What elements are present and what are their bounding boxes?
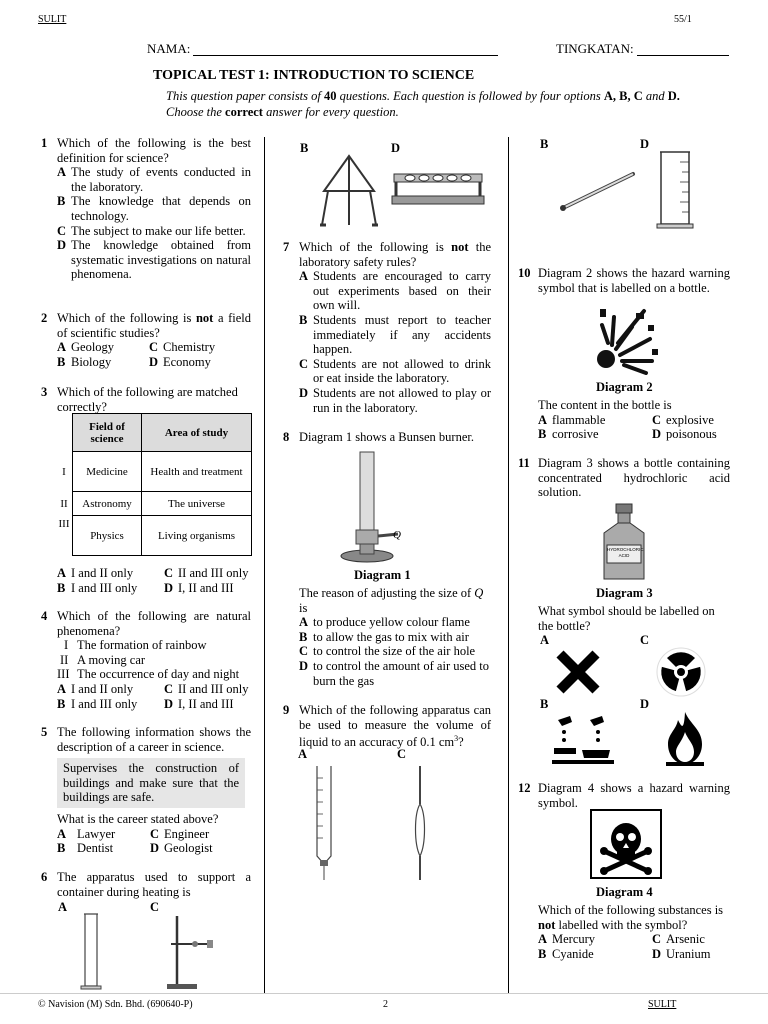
footer-divider bbox=[0, 993, 768, 994]
question-10: 10 Diagram 2 shows the hazard warning symbol that is labelled on a bottle. bbox=[518, 266, 730, 295]
footer-sulit: SULIT bbox=[648, 999, 677, 1010]
question-12: 12 Diagram 4 shows a hazard warning symbol. bbox=[518, 781, 730, 810]
question-2: 2 Which of the following is not a field of scientific studies? A Geology C Chemistry B Biology D Economy bbox=[41, 311, 252, 369]
question-1: 1 Which of the following is the best definition for science? A The study of events conducted in the laboratory. B The knowledge that depends on technology. C The subject to make our life better. D The knowledge obtained from systematic investigations on natural phenomena. bbox=[41, 136, 251, 282]
page-title: TOPICAL TEST 1: INTRODUCTION TO SCIENCE bbox=[153, 68, 475, 83]
q7-option-a[interactable]: A Students are encouraged to carry out experiments based on their own will. bbox=[299, 269, 491, 313]
q12-option-b[interactable]: B Cyanide bbox=[538, 946, 594, 961]
retort-stand-icon bbox=[165, 914, 225, 990]
q8-option-d[interactable]: D to control the amount of air used to burn the gas bbox=[299, 658, 490, 688]
question-9: 9 Which of the following apparatus can be used to measure the volume of liquid to an accuracy of 0.1 $cm^3$? bbox=[283, 703, 491, 750]
q2-option-a[interactable]: A Geology bbox=[57, 340, 115, 355]
q1-option-d[interactable]: D The knowledge obtained from systematic investigations on natural phenomena. bbox=[57, 238, 251, 282]
q4-option-c[interactable]: C II and III only bbox=[164, 681, 249, 696]
q2-option-c[interactable]: C Chemistry bbox=[149, 340, 216, 355]
page-number: 2 bbox=[383, 999, 388, 1010]
diagram-4-caption: Diagram 4 bbox=[596, 885, 653, 899]
q1-option-c[interactable]: C The subject to make our life better. bbox=[57, 223, 246, 238]
question-11: 11 Diagram 3 shows a bottle containing concentrated hydrochloric acid solution. bbox=[518, 456, 730, 500]
q11-question: What symbol should be labelled on the bottle? bbox=[538, 604, 715, 633]
q9-label-d[interactable]: D bbox=[640, 137, 650, 151]
q5-option-c[interactable]: C Engineer bbox=[150, 826, 210, 841]
tingkatan-field[interactable] bbox=[637, 55, 729, 56]
q11-label-d[interactable]: D bbox=[640, 697, 650, 711]
question-3: 3 Which of the following are matched correctly? bbox=[41, 385, 238, 414]
q10-option-c[interactable]: C explosive bbox=[652, 412, 714, 427]
radioactive-icon bbox=[653, 646, 709, 698]
q12-option-a[interactable]: A Mercury bbox=[538, 932, 596, 947]
q5-option-d[interactable]: D Geologist bbox=[150, 841, 213, 856]
diagram-2-caption: Diagram 2 bbox=[596, 380, 653, 394]
acid-bottle-icon bbox=[596, 503, 652, 583]
burette-icon bbox=[311, 764, 337, 882]
q9-label-c[interactable]: C bbox=[397, 747, 407, 761]
q11-label-b[interactable]: B bbox=[540, 697, 549, 711]
q5-option-a[interactable]: A Lawyer bbox=[57, 826, 116, 841]
question-8: 8 Diagram 1 shows a Bunsen burner. bbox=[283, 430, 474, 444]
thermometer-icon bbox=[557, 168, 639, 214]
diagram-1-caption: Diagram 1 bbox=[354, 568, 411, 582]
footer-copyright: © Navision (M) Sdn. Bhd. (690640-P) bbox=[38, 999, 193, 1010]
q3-option-b[interactable]: B I and III only bbox=[57, 580, 138, 595]
q4-option-a[interactable]: A I and II only bbox=[57, 681, 134, 696]
q6-label-d[interactable]: D bbox=[391, 141, 401, 155]
q10-option-d[interactable]: D poisonous bbox=[652, 427, 717, 442]
question-6: 6 The apparatus used to support a container during heating is bbox=[41, 870, 251, 899]
q8-option-a[interactable]: A to produce yellow colour flame bbox=[299, 615, 470, 630]
q1-option-a[interactable]: A The study of events conducted in the laboratory. bbox=[57, 165, 251, 194]
q8-option-c[interactable]: C to control the size of the air hole bbox=[299, 644, 476, 659]
test-tube-rack-icon bbox=[390, 168, 486, 208]
flammable-icon bbox=[660, 710, 710, 766]
q6-label-a[interactable]: A bbox=[58, 900, 68, 914]
q11-label-a[interactable]: A bbox=[540, 633, 550, 647]
q4-item-2: II A moving car bbox=[60, 652, 146, 667]
q3-option-d[interactable]: D I, II and III bbox=[164, 580, 234, 595]
q11-label-c[interactable]: C bbox=[640, 633, 650, 647]
q7-option-c[interactable]: C Students are not allowed to drink or eat inside the laboratory. bbox=[299, 356, 491, 386]
q8-q-label: Q bbox=[393, 529, 401, 541]
q2-option-b[interactable]: B Biology bbox=[57, 354, 112, 369]
bottle-label: HYDROCHLORIC ACID bbox=[607, 547, 644, 558]
q3-option-a[interactable]: A I and II only bbox=[57, 566, 134, 580]
q2-option-d[interactable]: D Economy bbox=[149, 354, 211, 369]
column-divider-1 bbox=[264, 137, 265, 993]
q6-label-b[interactable]: B bbox=[300, 141, 309, 155]
q12-option-c[interactable]: C Arsenic bbox=[652, 932, 705, 947]
nama-field[interactable] bbox=[193, 55, 498, 56]
graduated-cylinder-icon bbox=[652, 150, 698, 230]
measuring-cylinder-icon bbox=[76, 912, 106, 990]
header-sulit: SULIT bbox=[38, 14, 67, 25]
tingkatan-label: TINGKATAN: bbox=[556, 41, 634, 56]
explosive-symbol-icon bbox=[592, 303, 660, 375]
corrosive-icon bbox=[552, 712, 614, 764]
diagram-3-caption: Diagram 3 bbox=[596, 586, 653, 600]
q5-info-box: Supervises the construction of buildings and make sure that the buildings are safe. bbox=[57, 758, 245, 808]
q10-option-b[interactable]: B corrosive bbox=[538, 427, 599, 442]
harmful-x-icon bbox=[554, 648, 602, 696]
q4-item-1: I The formation of rainbow bbox=[64, 638, 207, 653]
q7-option-d[interactable]: D Students are not allowed to play or run in the laboratory. bbox=[299, 385, 491, 415]
q8-question: The reason of adjusting the size of Q is A to produce yellow colour flame B to allow the gas to mix with air C to control the size of the air hole D to control the amount of air used to burn the gas bbox=[299, 586, 490, 688]
q4-option-b[interactable]: B I and III only bbox=[57, 696, 138, 711]
tripod-stand-icon bbox=[318, 153, 380, 229]
question-7: 7 Which of the following is not the laboratory safety rules? A Students are encouraged to carry out experiments based on their own will. B Students must report to teacher immediately if any accidents happen. C Students are not allowed to drink or eat inside the laboratory. D Students are not allowed to play or run in the laboratory. bbox=[283, 240, 492, 415]
bunsen-burner-icon bbox=[338, 450, 418, 566]
toxic-skull-icon bbox=[590, 809, 662, 879]
q5-option-b[interactable]: B Dentist bbox=[57, 841, 114, 856]
q8-option-b[interactable]: B to allow the gas to mix with air bbox=[299, 629, 469, 644]
instructions: This question paper consists of 40 questions. Each question is followed by four options A, B, C and D. Choose the correct answer for every question. bbox=[166, 89, 680, 119]
q4-item-3: III The occurrence of day and night bbox=[57, 667, 240, 682]
q4-option-d[interactable]: D I, II and III bbox=[164, 696, 234, 711]
q9-label-a[interactable]: A bbox=[298, 747, 308, 761]
nama-label: NAMA: bbox=[147, 41, 191, 56]
question-5: 5 The following information shows the description of a career in science. Supervises the construction of buildings and make sure that the buildings are safe. What is the career stated above? A Lawyer C Engineer B Dentist D Geologist bbox=[41, 725, 251, 856]
q10-option-a[interactable]: A flammable bbox=[538, 412, 606, 427]
q12-question: Which of the following substances is not labelled with the symbol? A Mercury C Arsenic B Cyanide D Uranium bbox=[538, 903, 724, 961]
q10-question: The content in the bottle is A flammable C explosive B corrosive D poisonous bbox=[538, 398, 717, 442]
column-divider-2 bbox=[508, 137, 509, 993]
q3-option-c[interactable]: C II and III only bbox=[164, 566, 249, 580]
q12-option-d[interactable]: D Uranium bbox=[652, 946, 711, 961]
q3-table: Field of science Area of study I Medicine Health and treatment II Astronomy The universe III Physics Living organisms bbox=[56, 413, 252, 556]
q6-label-c[interactable]: C bbox=[150, 900, 160, 914]
header-code: 55/1 bbox=[674, 14, 692, 25]
pipette-icon bbox=[410, 764, 430, 882]
q9-label-b[interactable]: B bbox=[540, 137, 549, 151]
q3-options bbox=[41, 566, 251, 595]
question-4: 4 Which of the following are natural phenomena? I The formation of rainbow II A moving car III The occurrence of day and night A I and II only C II and III only B I and III only D I, II and III bbox=[41, 609, 251, 711]
q7-option-b[interactable]: B Students must report to teacher immediately if any accidents happen. bbox=[299, 312, 491, 357]
q1-option-b[interactable]: B The knowledge that depends on technology. bbox=[57, 194, 251, 223]
